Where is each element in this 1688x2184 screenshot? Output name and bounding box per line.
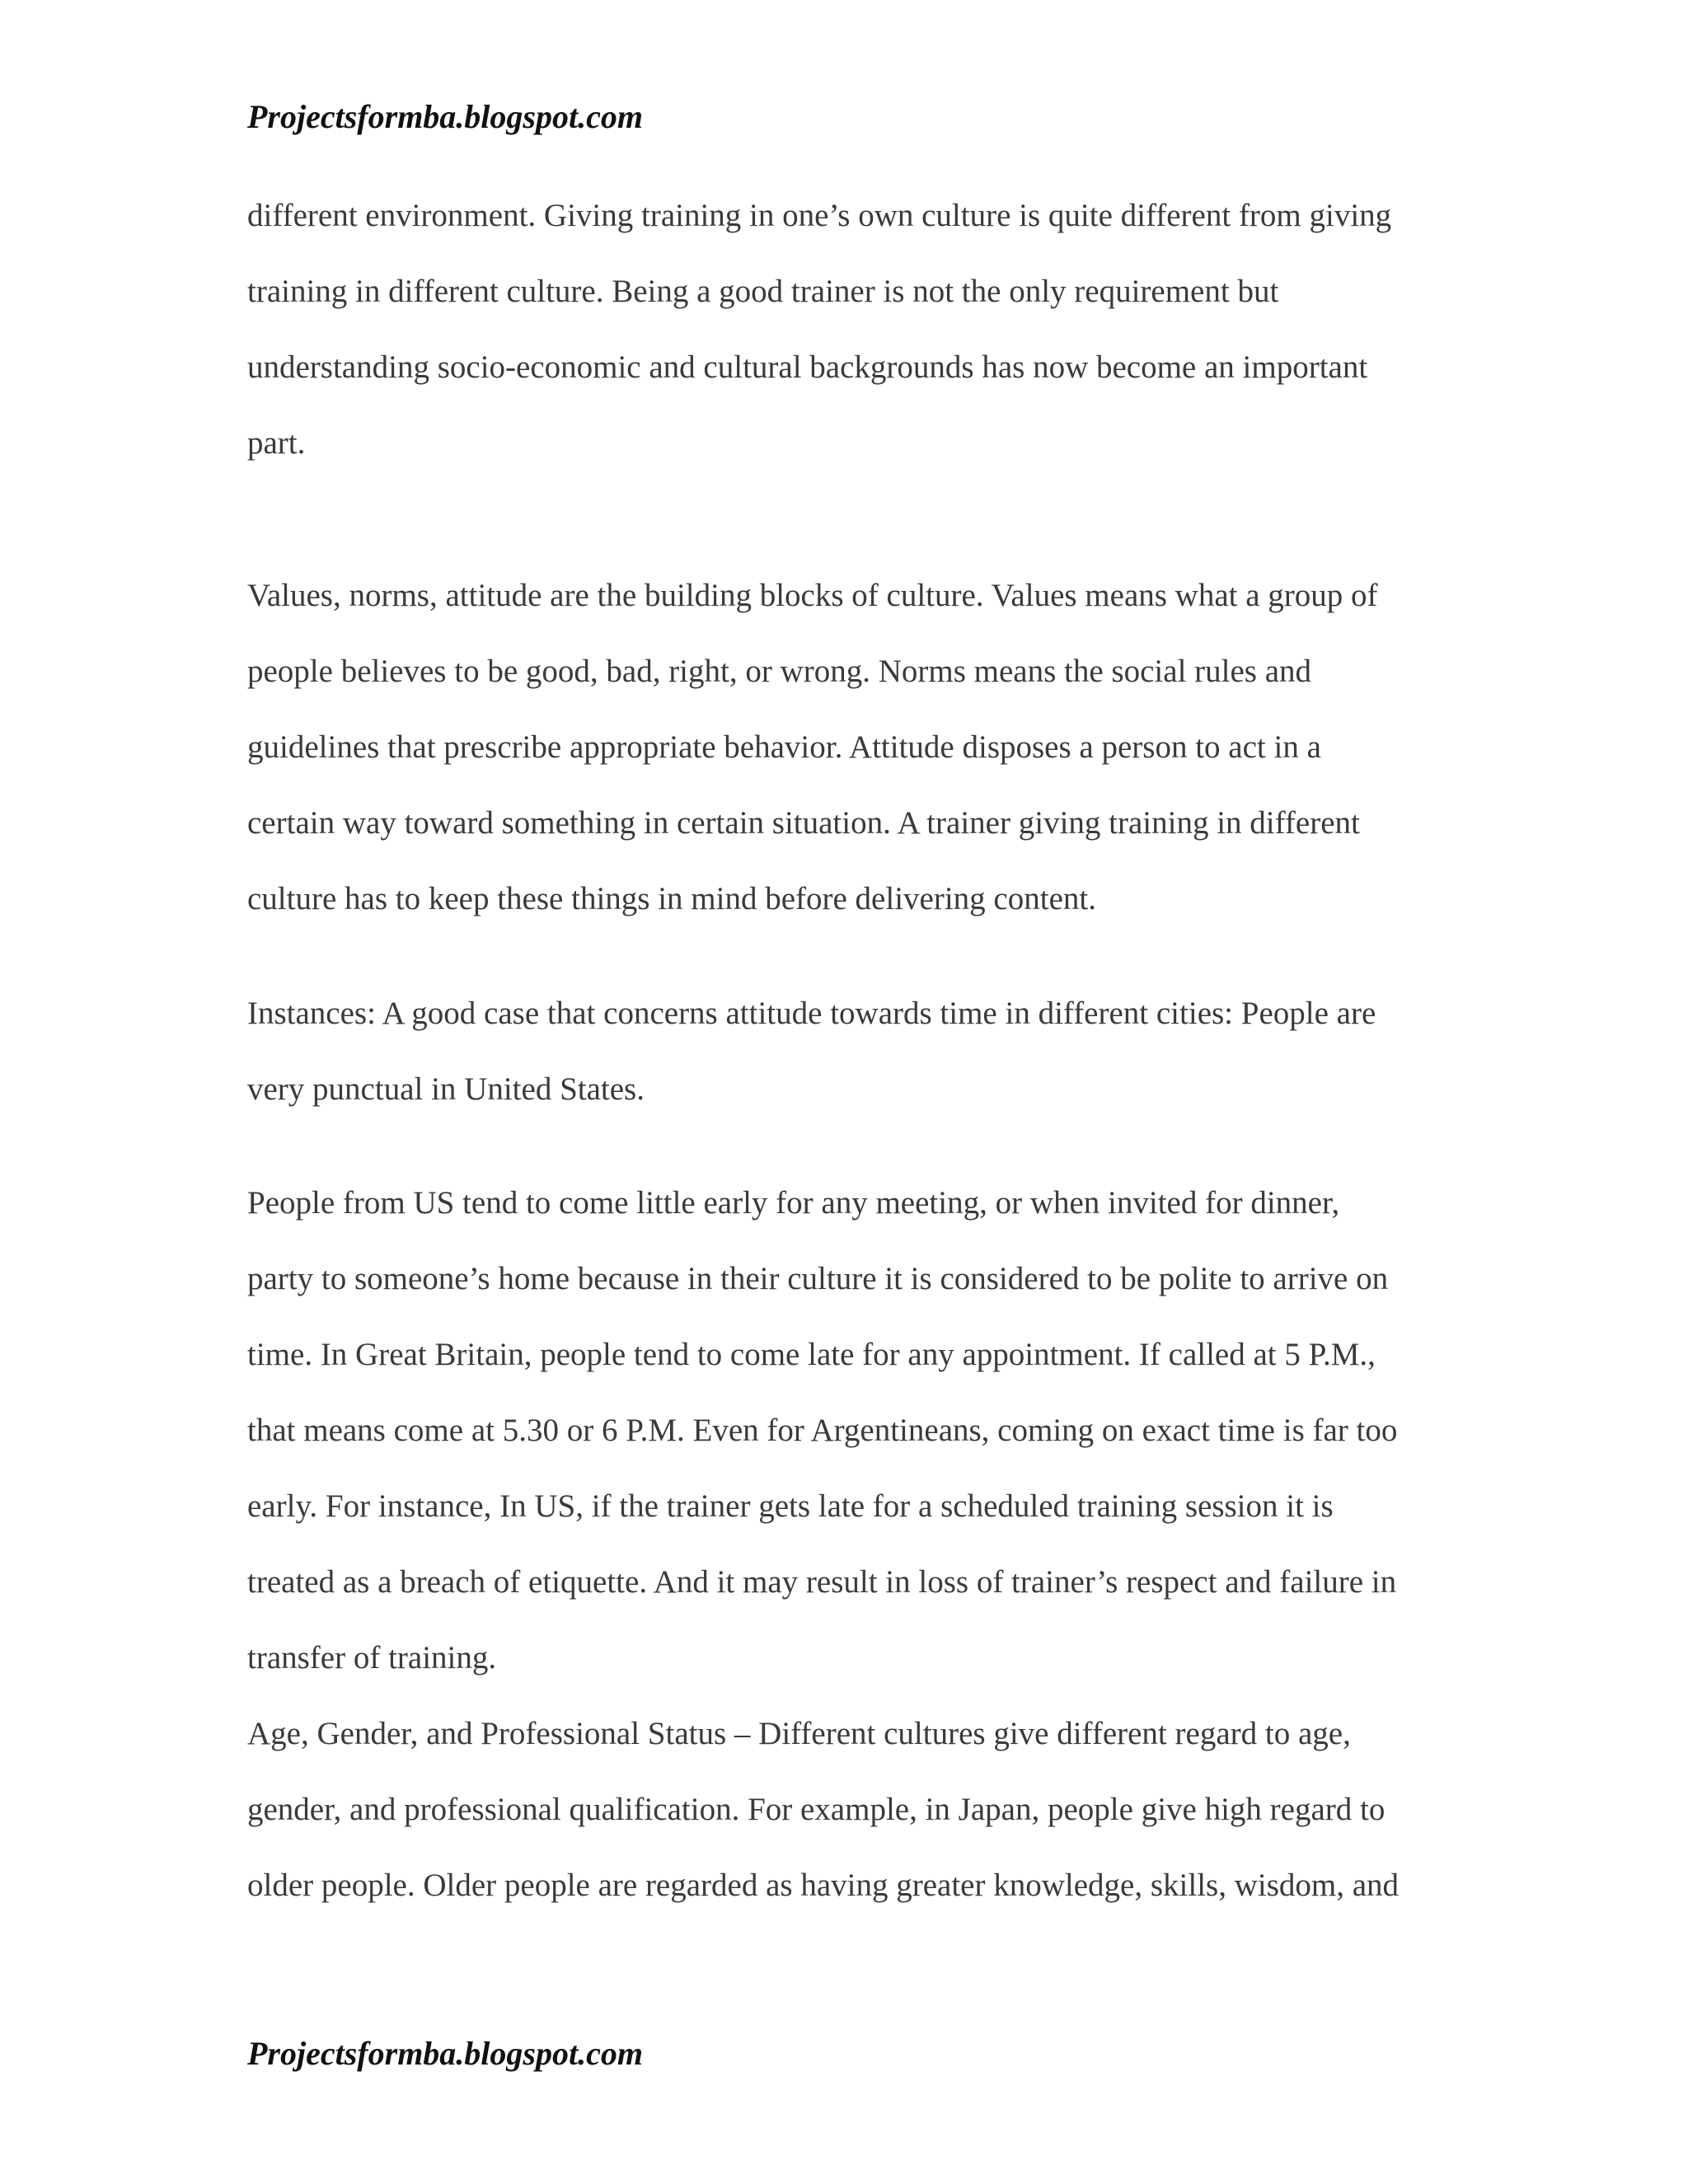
text-line: older people. Older people are regarded as having greater knowledge, skills, wisdom, and (247, 1868, 1400, 1903)
text-line: people believes to be good, bad, right, or wrong. Norms means the social rules and (247, 654, 1312, 689)
text-line: Instances: A good case that concerns attitude towards time in different cities: People are (247, 996, 1376, 1031)
text-line: understanding socio-economic and cultural backgrounds has now become an important (247, 349, 1368, 385)
text-line: part. (247, 425, 306, 461)
text-line: time. In Great Britain, people tend to come late for any appointment. If called at 5 P.M., (247, 1337, 1376, 1372)
page-footer: Projectsformba.blogspot.com (247, 2035, 643, 2072)
text-line: party to someone’s home because in their culture it is considered to be polite to arrive on (247, 1261, 1389, 1296)
text-line: treated as a breach of etiquette. And it may result in loss of trainer’s respect and failure in (247, 1564, 1397, 1600)
text-line: certain way toward something in certain situation. A trainer giving training in different (247, 805, 1360, 841)
text-line: guidelines that prescribe appropriate behavior. Attitude disposes a person to act in a (247, 729, 1321, 765)
text-line: that means come at 5.30 or 6 P.M. Even for Argentineans, coming on exact time is far too (247, 1413, 1398, 1448)
text-line: culture has to keep these things in mind before delivering content. (247, 881, 1096, 916)
text-line: early. For instance, In US, if the trainer gets late for a scheduled training session it is (247, 1488, 1334, 1524)
page-header: Projectsformba.blogspot.com (247, 98, 643, 135)
text-line: People from US tend to come little early for any meeting, or when invited for dinner, (247, 1185, 1340, 1221)
text-line: Values, norms, attitude are the building blocks of culture. Values means what a group of (247, 578, 1378, 613)
text-line: gender, and professional qualification. For example, in Japan, people give high regard to (247, 1792, 1386, 1827)
text-line: training in different culture. Being a good trainer is not the only requirement but (247, 274, 1279, 309)
text-line: very punctual in United States. (247, 1071, 645, 1107)
text-line: Age, Gender, and Professional Status – Different cultures give different regard to age, (247, 1716, 1351, 1751)
text-line: transfer of training. (247, 1640, 497, 1675)
text-line: different environment. Giving training in one’s own culture is quite different from giving (247, 198, 1392, 233)
